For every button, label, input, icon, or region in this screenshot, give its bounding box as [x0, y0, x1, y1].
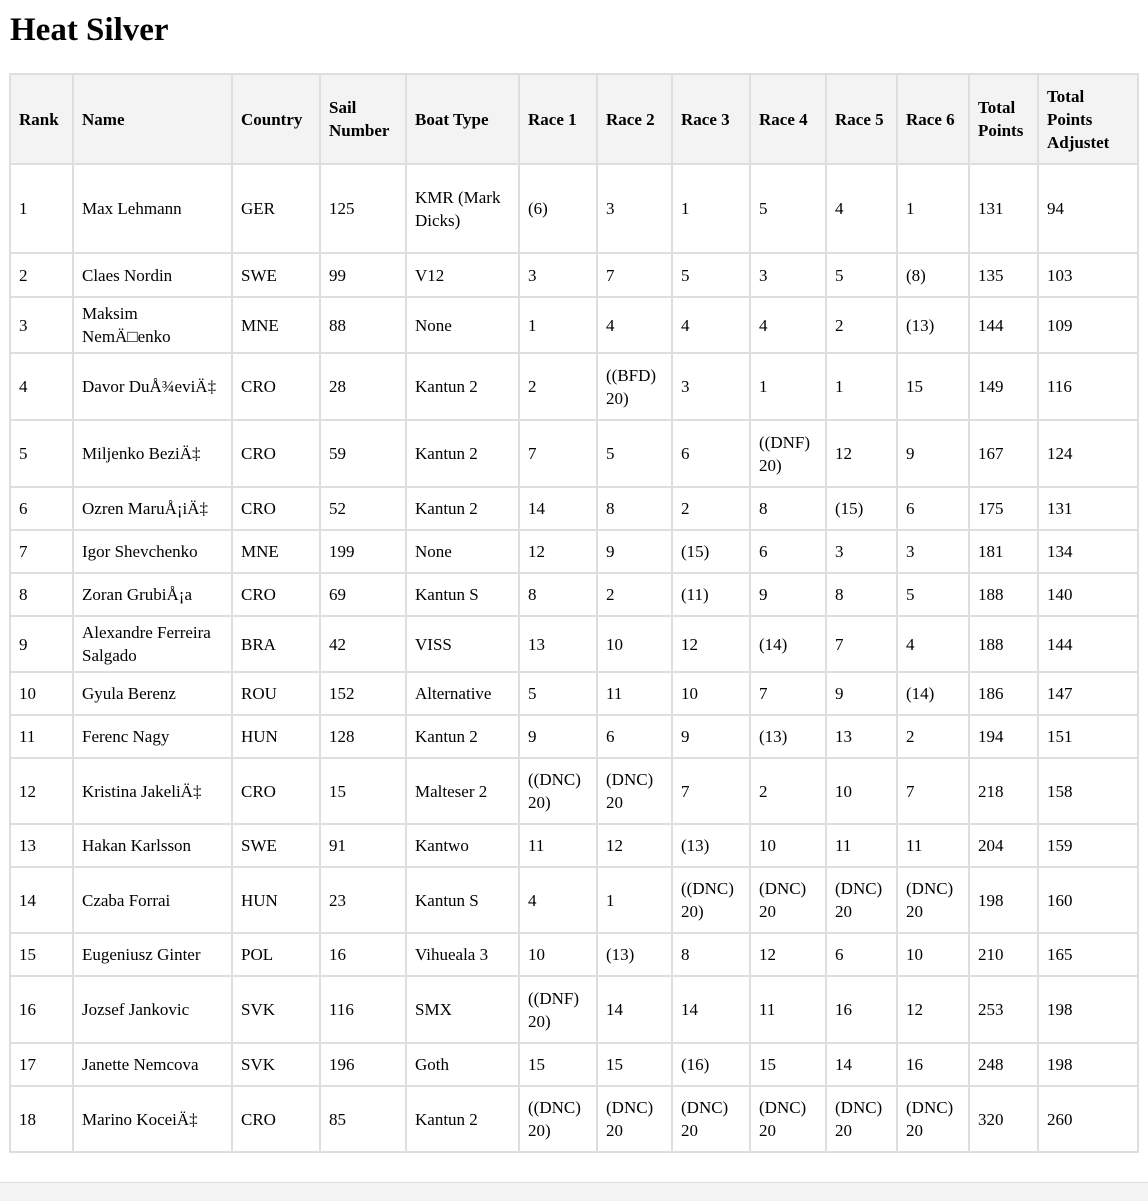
- cell-rank: 11: [10, 715, 73, 758]
- cell-total-points-adjusted: 165: [1038, 933, 1138, 976]
- cell-race-3: (15): [672, 530, 750, 573]
- cell-sail-number: 15: [320, 758, 406, 824]
- cell-race-1: 10: [519, 933, 597, 976]
- cell-race-2: 5: [597, 420, 672, 487]
- cell-boat-type: Goth: [406, 1043, 519, 1086]
- cell-country: CRO: [232, 420, 320, 487]
- cell-race-2: 1: [597, 867, 672, 933]
- column-header-race-6: Race 6: [897, 74, 969, 164]
- cell-race-6: 6: [897, 487, 969, 530]
- cell-race-3: (11): [672, 573, 750, 616]
- cell-total-points: 144: [969, 297, 1038, 353]
- cell-total-points-adjusted: 124: [1038, 420, 1138, 487]
- cell-total-points-adjusted: 131: [1038, 487, 1138, 530]
- cell-sail-number: 16: [320, 933, 406, 976]
- table-row: [10, 353, 1138, 420]
- cell-race-2: 2: [597, 573, 672, 616]
- cell-race-6: 7: [897, 758, 969, 824]
- cell-race-1: 14: [519, 487, 597, 530]
- cell-sail-number: 85: [320, 1086, 406, 1152]
- cell-boat-type: VISS: [406, 616, 519, 672]
- cell-sail-number: 99: [320, 253, 406, 297]
- cell-race-3: ((DNC) 20): [672, 867, 750, 933]
- cell-race-4: ((DNF) 20): [750, 420, 826, 487]
- cell-boat-type: SMX: [406, 976, 519, 1043]
- cell-rank: 3: [10, 297, 73, 353]
- cell-race-5: 12: [826, 420, 897, 487]
- cell-race-4: 9: [750, 573, 826, 616]
- cell-race-2: ((BFD) 20): [597, 353, 672, 420]
- cell-race-2: 12: [597, 824, 672, 867]
- cell-name: Maksim NemÄ□enko: [73, 297, 232, 353]
- column-header-total-points-adjusted: Total Points Adjustet: [1038, 74, 1138, 164]
- cell-boat-type: KMR (Mark Dicks): [406, 164, 519, 253]
- cell-boat-type: Kantun 2: [406, 487, 519, 530]
- cell-race-6: 11: [897, 824, 969, 867]
- table-row: [10, 867, 1138, 933]
- header-row: [10, 74, 1138, 164]
- table-row: [10, 715, 1138, 758]
- cell-name: Miljenko BeziÄ‡: [73, 420, 232, 487]
- cell-race-5: 5: [826, 253, 897, 297]
- cell-race-6: 3: [897, 530, 969, 573]
- cell-total-points: 210: [969, 933, 1038, 976]
- column-header-name: Name: [73, 74, 232, 164]
- cell-rank: 16: [10, 976, 73, 1043]
- cell-race-6: 16: [897, 1043, 969, 1086]
- cell-total-points: 188: [969, 573, 1038, 616]
- cell-sail-number: 88: [320, 297, 406, 353]
- cell-name: Ferenc Nagy: [73, 715, 232, 758]
- cell-rank: 17: [10, 1043, 73, 1086]
- cell-sail-number: 52: [320, 487, 406, 530]
- cell-race-1: 8: [519, 573, 597, 616]
- cell-sail-number: 59: [320, 420, 406, 487]
- cell-race-3: 2: [672, 487, 750, 530]
- cell-boat-type: None: [406, 297, 519, 353]
- cell-race-1: ((DNF) 20): [519, 976, 597, 1043]
- cell-race-4: (13): [750, 715, 826, 758]
- cell-rank: 13: [10, 824, 73, 867]
- cell-rank: 8: [10, 573, 73, 616]
- cell-rank: 14: [10, 867, 73, 933]
- cell-race-5: 3: [826, 530, 897, 573]
- cell-race-3: 7: [672, 758, 750, 824]
- cell-race-5: (DNC) 20: [826, 1086, 897, 1152]
- cell-race-3: 3: [672, 353, 750, 420]
- cell-race-6: (DNC) 20: [897, 1086, 969, 1152]
- cell-rank: 5: [10, 420, 73, 487]
- cell-sail-number: 23: [320, 867, 406, 933]
- cell-country: CRO: [232, 573, 320, 616]
- cell-total-points-adjusted: 147: [1038, 672, 1138, 715]
- cell-race-2: (DNC) 20: [597, 758, 672, 824]
- cell-race-3: (16): [672, 1043, 750, 1086]
- cell-race-3: 12: [672, 616, 750, 672]
- cell-race-2: 14: [597, 976, 672, 1043]
- cell-race-3: 14: [672, 976, 750, 1043]
- cell-total-points: 204: [969, 824, 1038, 867]
- cell-sail-number: 42: [320, 616, 406, 672]
- cell-total-points: 149: [969, 353, 1038, 420]
- cell-name: Czaba Forrai: [73, 867, 232, 933]
- cell-race-4: 15: [750, 1043, 826, 1086]
- cell-race-4: 7: [750, 672, 826, 715]
- cell-race-5: 9: [826, 672, 897, 715]
- cell-sail-number: 196: [320, 1043, 406, 1086]
- cell-country: HUN: [232, 715, 320, 758]
- cell-total-points: 167: [969, 420, 1038, 487]
- cell-sail-number: 128: [320, 715, 406, 758]
- cell-race-5: (15): [826, 487, 897, 530]
- cell-race-4: (DNC) 20: [750, 1086, 826, 1152]
- cell-total-points: 188: [969, 616, 1038, 672]
- cell-race-3: 5: [672, 253, 750, 297]
- cell-total-points-adjusted: 94: [1038, 164, 1138, 253]
- cell-boat-type: Malteser 2: [406, 758, 519, 824]
- cell-race-4: 3: [750, 253, 826, 297]
- cell-name: Davor DuÅ¾eviÄ‡: [73, 353, 232, 420]
- bottom-scrollbar-area: [0, 1182, 1148, 1201]
- cell-total-points-adjusted: 144: [1038, 616, 1138, 672]
- cell-race-2: 3: [597, 164, 672, 253]
- cell-total-points: 320: [969, 1086, 1038, 1152]
- cell-race-1: ((DNC) 20): [519, 1086, 597, 1152]
- page-title: Heat Silver: [10, 12, 169, 48]
- cell-country: SWE: [232, 824, 320, 867]
- cell-race-1: (6): [519, 164, 597, 253]
- cell-race-2: (13): [597, 933, 672, 976]
- cell-country: SVK: [232, 976, 320, 1043]
- cell-race-4: 12: [750, 933, 826, 976]
- cell-boat-type: Kantwo: [406, 824, 519, 867]
- cell-country: SVK: [232, 1043, 320, 1086]
- cell-total-points-adjusted: 260: [1038, 1086, 1138, 1152]
- table-row: [10, 420, 1138, 487]
- cell-race-5: 16: [826, 976, 897, 1043]
- table-row: [10, 297, 1138, 353]
- cell-rank: 4: [10, 353, 73, 420]
- cell-country: CRO: [232, 1086, 320, 1152]
- cell-country: CRO: [232, 758, 320, 824]
- cell-race-2: (DNC) 20: [597, 1086, 672, 1152]
- cell-total-points-adjusted: 198: [1038, 976, 1138, 1043]
- column-header-sail-number: Sail Number: [320, 74, 406, 164]
- cell-race-4: 11: [750, 976, 826, 1043]
- table-row: [10, 1043, 1138, 1086]
- cell-race-5: 6: [826, 933, 897, 976]
- cell-country: ROU: [232, 672, 320, 715]
- table-row: [10, 164, 1138, 253]
- cell-race-6: 1: [897, 164, 969, 253]
- cell-rank: 10: [10, 672, 73, 715]
- column-header-race-1: Race 1: [519, 74, 597, 164]
- cell-race-6: 2: [897, 715, 969, 758]
- cell-race-3: 4: [672, 297, 750, 353]
- cell-boat-type: Kantun 2: [406, 353, 519, 420]
- cell-race-6: (14): [897, 672, 969, 715]
- cell-total-points-adjusted: 134: [1038, 530, 1138, 573]
- cell-total-points-adjusted: 198: [1038, 1043, 1138, 1086]
- cell-name: Gyula Berenz: [73, 672, 232, 715]
- cell-country: MNE: [232, 297, 320, 353]
- cell-race-4: 10: [750, 824, 826, 867]
- cell-country: MNE: [232, 530, 320, 573]
- cell-rank: 18: [10, 1086, 73, 1152]
- cell-race-1: ((DNC) 20): [519, 758, 597, 824]
- cell-sail-number: 116: [320, 976, 406, 1043]
- cell-country: POL: [232, 933, 320, 976]
- cell-rank: 6: [10, 487, 73, 530]
- cell-total-points-adjusted: 116: [1038, 353, 1138, 420]
- cell-total-points: 218: [969, 758, 1038, 824]
- cell-race-1: 7: [519, 420, 597, 487]
- table-row: [10, 616, 1138, 672]
- cell-race-4: 5: [750, 164, 826, 253]
- cell-race-6: 5: [897, 573, 969, 616]
- cell-race-6: 9: [897, 420, 969, 487]
- cell-total-points: 253: [969, 976, 1038, 1043]
- cell-race-2: 4: [597, 297, 672, 353]
- cell-total-points-adjusted: 103: [1038, 253, 1138, 297]
- cell-total-points-adjusted: 151: [1038, 715, 1138, 758]
- cell-race-3: 6: [672, 420, 750, 487]
- cell-race-3: 8: [672, 933, 750, 976]
- cell-race-5: 4: [826, 164, 897, 253]
- cell-rank: 15: [10, 933, 73, 976]
- column-header-country: Country: [232, 74, 320, 164]
- cell-boat-type: Kantun 2: [406, 420, 519, 487]
- cell-boat-type: Vihueala 3: [406, 933, 519, 976]
- table-row: [10, 530, 1138, 573]
- cell-race-4: 2: [750, 758, 826, 824]
- table-row: [10, 758, 1138, 824]
- results-table: [9, 73, 1139, 1153]
- cell-name: Kristina JakeliÄ‡: [73, 758, 232, 824]
- cell-race-1: 4: [519, 867, 597, 933]
- cell-boat-type: Alternative: [406, 672, 519, 715]
- cell-race-2: 15: [597, 1043, 672, 1086]
- cell-race-4: (14): [750, 616, 826, 672]
- cell-total-points-adjusted: 158: [1038, 758, 1138, 824]
- cell-name: Janette Nemcova: [73, 1043, 232, 1086]
- cell-race-3: 1: [672, 164, 750, 253]
- cell-total-points: 181: [969, 530, 1038, 573]
- cell-race-5: 14: [826, 1043, 897, 1086]
- cell-race-6: (8): [897, 253, 969, 297]
- cell-race-5: 11: [826, 824, 897, 867]
- cell-race-6: 15: [897, 353, 969, 420]
- cell-sail-number: 91: [320, 824, 406, 867]
- table-row: [10, 824, 1138, 867]
- cell-race-1: 9: [519, 715, 597, 758]
- cell-country: SWE: [232, 253, 320, 297]
- cell-boat-type: V12: [406, 253, 519, 297]
- column-header-race-3: Race 3: [672, 74, 750, 164]
- cell-boat-type: Kantun S: [406, 867, 519, 933]
- cell-name: Claes Nordin: [73, 253, 232, 297]
- cell-total-points: 186: [969, 672, 1038, 715]
- cell-total-points: 198: [969, 867, 1038, 933]
- cell-total-points-adjusted: 140: [1038, 573, 1138, 616]
- cell-race-2: 9: [597, 530, 672, 573]
- cell-sail-number: 199: [320, 530, 406, 573]
- cell-total-points: 135: [969, 253, 1038, 297]
- cell-country: HUN: [232, 867, 320, 933]
- cell-country: CRO: [232, 487, 320, 530]
- cell-race-1: 15: [519, 1043, 597, 1086]
- cell-boat-type: Kantun 2: [406, 715, 519, 758]
- column-header-rank: Rank: [10, 74, 73, 164]
- cell-total-points: 131: [969, 164, 1038, 253]
- cell-race-3: 9: [672, 715, 750, 758]
- column-header-total-points: Total Points: [969, 74, 1038, 164]
- cell-race-1: 5: [519, 672, 597, 715]
- cell-race-2: 11: [597, 672, 672, 715]
- cell-name: Ozren MaruÅ¡iÄ‡: [73, 487, 232, 530]
- cell-country: GER: [232, 164, 320, 253]
- cell-race-5: 2: [826, 297, 897, 353]
- cell-race-4: (DNC) 20: [750, 867, 826, 933]
- cell-rank: 2: [10, 253, 73, 297]
- table-row: [10, 672, 1138, 715]
- table-row: [10, 976, 1138, 1043]
- cell-name: Jozsef Jankovic: [73, 976, 232, 1043]
- cell-boat-type: None: [406, 530, 519, 573]
- cell-total-points: 248: [969, 1043, 1038, 1086]
- column-header-race-2: Race 2: [597, 74, 672, 164]
- cell-rank: 1: [10, 164, 73, 253]
- cell-race-1: 13: [519, 616, 597, 672]
- cell-race-3: (DNC) 20: [672, 1086, 750, 1152]
- cell-race-1: 11: [519, 824, 597, 867]
- column-header-race-5: Race 5: [826, 74, 897, 164]
- cell-race-2: 7: [597, 253, 672, 297]
- cell-race-5: 1: [826, 353, 897, 420]
- column-header-boat-type: Boat Type: [406, 74, 519, 164]
- table-row: [10, 573, 1138, 616]
- cell-sail-number: 152: [320, 672, 406, 715]
- column-header-race-4: Race 4: [750, 74, 826, 164]
- cell-rank: 7: [10, 530, 73, 573]
- cell-race-1: 12: [519, 530, 597, 573]
- cell-name: Igor Shevchenko: [73, 530, 232, 573]
- cell-race-4: 8: [750, 487, 826, 530]
- cell-total-points-adjusted: 109: [1038, 297, 1138, 353]
- cell-race-4: 4: [750, 297, 826, 353]
- cell-race-6: (DNC) 20: [897, 867, 969, 933]
- cell-race-5: 8: [826, 573, 897, 616]
- cell-sail-number: 125: [320, 164, 406, 253]
- cell-total-points: 175: [969, 487, 1038, 530]
- cell-name: Alexandre Ferreira Salgado: [73, 616, 232, 672]
- cell-race-1: 2: [519, 353, 597, 420]
- cell-race-6: 12: [897, 976, 969, 1043]
- table-row: [10, 253, 1138, 297]
- cell-rank: 12: [10, 758, 73, 824]
- cell-race-3: (13): [672, 824, 750, 867]
- cell-race-5: (DNC) 20: [826, 867, 897, 933]
- cell-name: Eugeniusz Ginter: [73, 933, 232, 976]
- cell-race-6: 10: [897, 933, 969, 976]
- cell-race-2: 10: [597, 616, 672, 672]
- cell-total-points-adjusted: 159: [1038, 824, 1138, 867]
- cell-boat-type: Kantun 2: [406, 1086, 519, 1152]
- cell-name: Marino KoceiÄ‡: [73, 1086, 232, 1152]
- cell-race-2: 6: [597, 715, 672, 758]
- cell-sail-number: 69: [320, 573, 406, 616]
- cell-race-6: 4: [897, 616, 969, 672]
- table-row: [10, 487, 1138, 530]
- cell-name: Hakan Karlsson: [73, 824, 232, 867]
- cell-rank: 9: [10, 616, 73, 672]
- cell-race-6: (13): [897, 297, 969, 353]
- cell-country: CRO: [232, 353, 320, 420]
- cell-name: Max Lehmann: [73, 164, 232, 253]
- cell-total-points-adjusted: 160: [1038, 867, 1138, 933]
- table-body: [10, 164, 1138, 1152]
- cell-race-5: 7: [826, 616, 897, 672]
- table-row: [10, 933, 1138, 976]
- cell-race-1: 1: [519, 297, 597, 353]
- cell-race-4: 6: [750, 530, 826, 573]
- cell-race-4: 1: [750, 353, 826, 420]
- results-table-container: [9, 73, 1139, 1153]
- cell-race-5: 10: [826, 758, 897, 824]
- cell-race-2: 8: [597, 487, 672, 530]
- cell-race-1: 3: [519, 253, 597, 297]
- cell-boat-type: Kantun S: [406, 573, 519, 616]
- cell-race-5: 13: [826, 715, 897, 758]
- cell-race-3: 10: [672, 672, 750, 715]
- table-row: [10, 1086, 1138, 1152]
- cell-sail-number: 28: [320, 353, 406, 420]
- cell-total-points: 194: [969, 715, 1038, 758]
- cell-name: Zoran GrubiÅ¡a: [73, 573, 232, 616]
- cell-country: BRA: [232, 616, 320, 672]
